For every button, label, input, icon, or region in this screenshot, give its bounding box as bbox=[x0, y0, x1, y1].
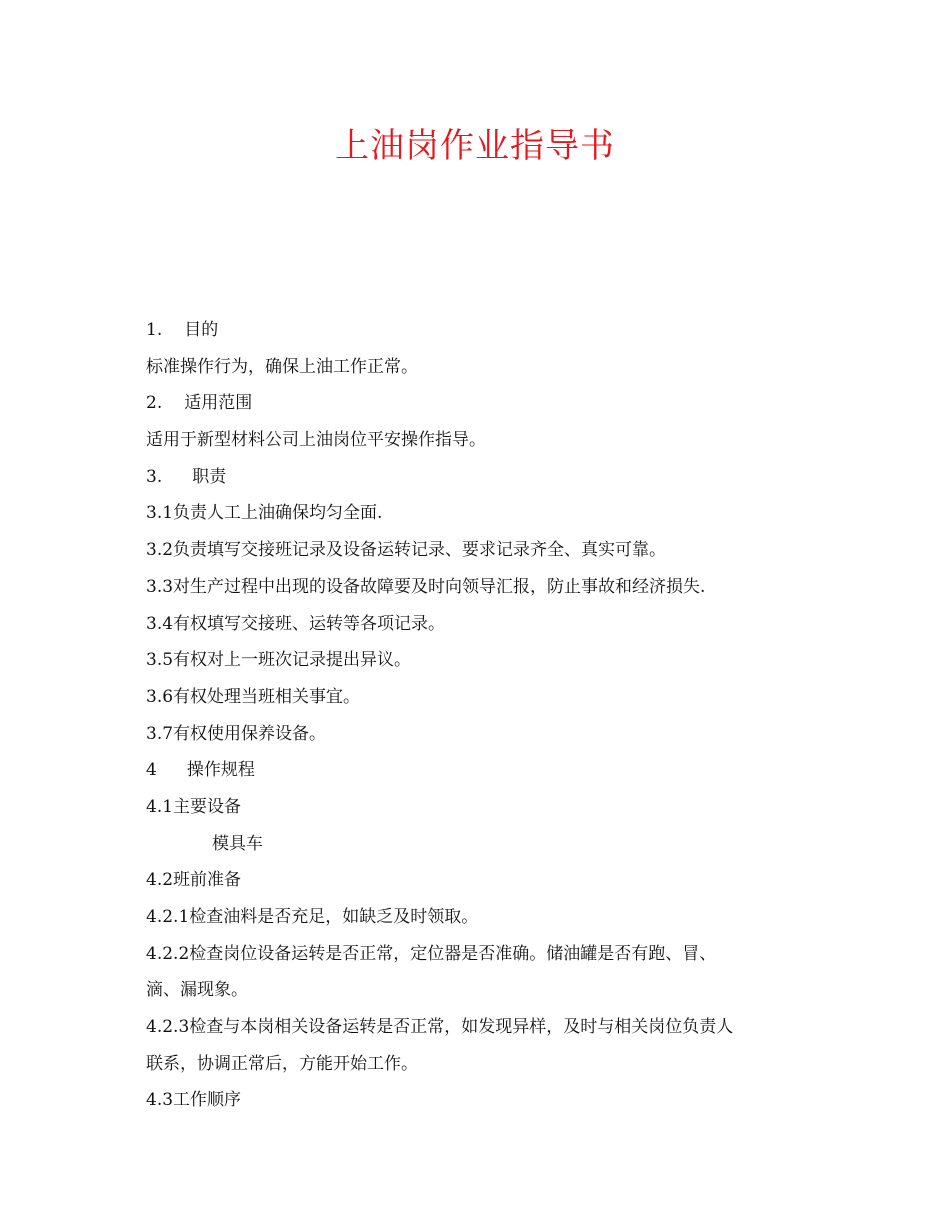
document-body bbox=[146, 312, 826, 1119]
paragraph-4-2-2-line-1: 4.2.2检查岗位设备运转是否正常，定位器是否准确。储油罐是否有跑、冒、 bbox=[146, 943, 717, 964]
paragraph-4-2: 4.2班前准备 bbox=[146, 870, 242, 891]
paragraph-4-2-2-line-2: 滴、漏现象。 bbox=[146, 980, 248, 1001]
section-number: 3. bbox=[146, 466, 163, 487]
paragraph-3-1: 3.1负责人工上油确保均匀全面. bbox=[146, 503, 383, 524]
section-number: 2. bbox=[146, 393, 163, 414]
paragraph-4-1: 4.1主要设备 bbox=[146, 796, 242, 817]
section-number: 1. bbox=[146, 320, 163, 340]
paragraph-3-2: 3.2负责填写交接班记录及设备运转记录、要求记录齐全、真实可靠。 bbox=[146, 540, 667, 561]
paragraph-3-6: 3.6有权处理当班相关事宜。 bbox=[146, 686, 361, 707]
section-3-heading bbox=[146, 459, 826, 496]
section-1-text: 标准操作行为，确保上油工作正常。 bbox=[146, 356, 418, 377]
section-2-text: 适用于新型材料公司上油岗位平安操作指导。 bbox=[146, 430, 486, 451]
section-1-heading bbox=[146, 312, 826, 349]
paragraph-3-3: 3.3对生产过程中出现的设备故障要及时向领导汇报，防止事故和经济损失. bbox=[146, 576, 706, 597]
section-2-heading bbox=[146, 385, 826, 422]
paragraph-3-7: 3.7有权使用保养设备。 bbox=[146, 723, 327, 744]
paragraph-3-4: 3.4有权填写交接班、运转等各项记录。 bbox=[146, 613, 446, 634]
paragraph-4-2-3-line-2: 联系，协调正常后，方能开始工作。 bbox=[146, 1053, 418, 1074]
paragraph-4-2-1: 4.2.1检查油料是否充足，如缺乏及时领取。 bbox=[146, 907, 479, 927]
section-4-heading bbox=[146, 752, 826, 789]
section-title: 职责 bbox=[192, 466, 227, 487]
paragraph-4-3: 4.3工作顺序 bbox=[146, 1090, 242, 1111]
section-number: 4 bbox=[146, 760, 157, 781]
section-title: 操作规程 bbox=[186, 760, 255, 781]
section-title: 适用范围 bbox=[184, 393, 253, 414]
paragraph-3-5: 3.5有权对上一班次记录提出异议。 bbox=[146, 650, 412, 671]
section-title: 目的 bbox=[184, 320, 219, 340]
paragraph-4-2-3-line-1: 4.2.3检查与本岗相关设备运转是否正常，如发现异样，及时与相关岗位负责人 bbox=[146, 1017, 734, 1038]
equipment-item: 模具车 bbox=[212, 833, 263, 854]
document-title: 上油岗作业指导书 bbox=[335, 126, 615, 166]
